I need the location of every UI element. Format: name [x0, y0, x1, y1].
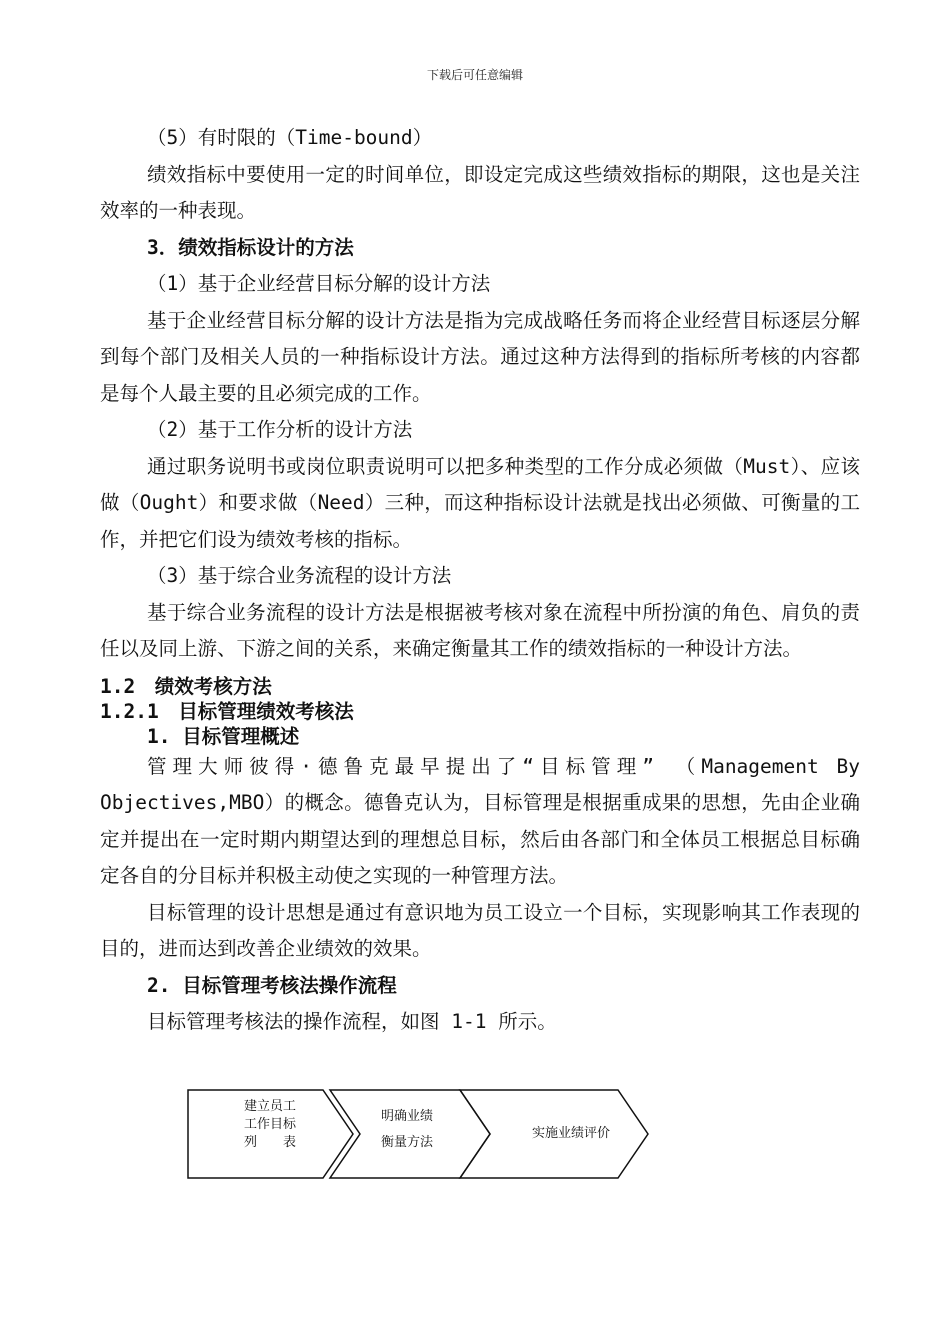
item-time-bound: （5）有时限的（Time-bound）	[147, 126, 433, 149]
heading-process: 2. 目标管理考核法操作流程	[147, 973, 397, 997]
flow-step-2-line-2: 衡量方法	[380, 1135, 433, 1150]
page-header: 下载后可任意编辑	[426, 68, 523, 82]
document-body	[100, 120, 860, 1041]
overview-paragraph: 管理大师彼得·德鲁克最早提出了“目标管理” （Management By Objectives,MBO）的概念。德鲁克认为，目标管理是根据重成果的思想，先由企业确定并提出在一定时期内期望达到的理想总目标，然后由各部门和全体员工根据总目标确定各自的分目标并积极主动使之实现的一种管理方法。	[100, 754, 860, 887]
design-idea-paragraph: 目标管理的设计思想是通过有意识地为员工设立一个目标，实现影响其工作表现的目的，进而达到改善企业绩效的效果。	[100, 900, 860, 960]
method-2-text: 通过职务说明书或岗位职责说明可以把多种类型的工作分成必须做（Must）、应该做（Ought）和要求做（Need）三种，而这种指标设计法就是找出必须做、可衡量的工作，并把它们设为绩效考核的指标。	[100, 454, 860, 551]
heading-design-methods: 3．绩效指标设计的方法	[147, 235, 354, 259]
flow-step-3-label: 实施业绩评价	[531, 1126, 610, 1141]
flow-step-2-label	[362, 1104, 452, 1156]
section-1-2-heading: 1.2 绩效考核方法	[100, 674, 272, 698]
paragraph-time-bound: 绩效指标中要使用一定的时间单位，即设定完成这些绩效指标的期限，这也是关注效率的一种表现。	[100, 162, 860, 222]
method-3-text: 基于综合业务流程的设计方法是根据被考核对象在流程中所扮演的角色、肩负的责任以及同上游、下游之间的关系，来确定衡量其工作的绩效指标的一种设计方法。	[100, 600, 860, 660]
flow-step-1-line-1: 建立员工	[243, 1099, 296, 1114]
flow-step-1-line-3: 列 表	[243, 1135, 296, 1150]
method-2-title: （2）基于工作分析的设计方法	[147, 418, 413, 441]
method-1-title: （1）基于企业经营目标分解的设计方法	[147, 272, 491, 295]
method-3-title: （3）基于综合业务流程的设计方法	[147, 564, 452, 587]
flow-step-1-line-2: 工作目标	[243, 1117, 296, 1132]
flow-step-1-label	[234, 1098, 306, 1152]
method-1-text: 基于企业经营目标分解的设计方法是指为完成战略任务而将企业经营目标逐层分解到每个部门及相关人员的一种指标设计方法。通过这种方法得到的指标所考核的内容都是每个人最主要的且必须完成的工作。	[100, 308, 860, 405]
process-flow-diagram	[186, 1088, 650, 1180]
flow-step-2-line-1: 明确业绩	[380, 1109, 433, 1124]
heading-overview: 1. 目标管理概述	[147, 724, 300, 748]
process-paragraph: 目标管理考核法的操作流程，如图 1-1 所示。	[147, 1010, 557, 1033]
section-1-2-1-heading: 1.2.1 目标管理绩效考核法	[100, 699, 354, 723]
